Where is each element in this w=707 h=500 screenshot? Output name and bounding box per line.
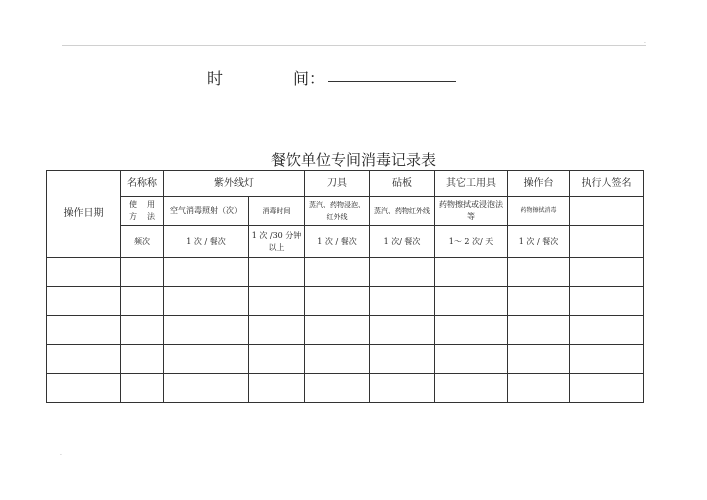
table-cell[interactable]: [121, 287, 164, 316]
blank-entry-rows: [47, 258, 644, 403]
knife-header: 刀具: [305, 171, 370, 197]
table-cell[interactable]: [164, 374, 249, 403]
table-cell[interactable]: [570, 287, 644, 316]
table-cell[interactable]: [47, 374, 121, 403]
table-cell[interactable]: [508, 345, 570, 374]
method-label-cell: 使 用 方 法: [121, 197, 164, 226]
uv-air-freq: 1 次 / 餐次: [164, 226, 249, 258]
table-row: [47, 287, 644, 316]
tools-header: 其它工用具: [435, 171, 508, 197]
table-cell[interactable]: [121, 345, 164, 374]
time-field-label: [207, 66, 326, 89]
table-cell[interactable]: [508, 316, 570, 345]
table-cell[interactable]: [370, 316, 435, 345]
table-cell[interactable]: [164, 258, 249, 287]
board-method: 蒸汽、药物红外线: [370, 197, 435, 226]
table-cell[interactable]: [47, 258, 121, 287]
signer-method-blank[interactable]: [570, 197, 644, 226]
table-cell[interactable]: [164, 316, 249, 345]
table-cell[interactable]: [370, 287, 435, 316]
table-cell[interactable]: [508, 258, 570, 287]
counter-method: 药物擦拭消毒: [508, 197, 570, 226]
table-cell[interactable]: [249, 345, 305, 374]
table-cell[interactable]: [47, 287, 121, 316]
table-cell[interactable]: [435, 258, 508, 287]
name-label-cell: 名称称: [121, 171, 164, 197]
time-label-char: 时: [207, 69, 224, 88]
uv-air-method: 空气消毒照射（次）: [164, 197, 249, 226]
table-cell[interactable]: [370, 258, 435, 287]
table-cell[interactable]: [570, 316, 644, 345]
corner-mark-bottom: .: [60, 450, 62, 457]
table-row: [47, 374, 644, 403]
table-row: [47, 316, 644, 345]
table-cell[interactable]: [435, 374, 508, 403]
document-title: 餐饮单位专间消毒记录表: [270, 151, 436, 169]
knife-freq: 1 次 / 餐次: [305, 226, 370, 258]
table-cell[interactable]: [570, 374, 644, 403]
uv-time-freq: 1 次 /30 分钟以上: [249, 226, 305, 258]
top-divider: [62, 45, 646, 46]
table-cell[interactable]: [249, 316, 305, 345]
table-cell[interactable]: [370, 374, 435, 403]
knife-method: 蒸汽、药物浸泡、红外线: [305, 197, 370, 226]
table-cell[interactable]: [435, 287, 508, 316]
uv-time-method: 消毒时间: [249, 197, 305, 226]
table-cell[interactable]: [305, 374, 370, 403]
freq-label-cell: 频次: [121, 226, 164, 258]
table-cell[interactable]: [435, 316, 508, 345]
tools-method: 药物擦拭或浸泡法等: [435, 197, 508, 226]
table-cell[interactable]: [249, 374, 305, 403]
disinfection-log-table: [46, 170, 644, 403]
operation-date-header: 操作日期: [47, 171, 121, 258]
table-cell[interactable]: [47, 316, 121, 345]
table-cell[interactable]: [508, 287, 570, 316]
signer-freq-blank[interactable]: [570, 226, 644, 258]
table-cell[interactable]: [249, 287, 305, 316]
counter-freq: 1 次 / 餐次: [508, 226, 570, 258]
table-cell[interactable]: [435, 345, 508, 374]
table-cell[interactable]: [249, 258, 305, 287]
board-freq: 1 次/ 餐次: [370, 226, 435, 258]
table-cell[interactable]: [47, 345, 121, 374]
table-cell[interactable]: [305, 345, 370, 374]
table-cell[interactable]: [305, 316, 370, 345]
table-cell[interactable]: [570, 258, 644, 287]
tools-freq: 1～ 2 次/ 天: [435, 226, 508, 258]
uv-lamp-header: 紫外线灯: [164, 171, 305, 197]
table-cell[interactable]: [164, 287, 249, 316]
table-cell[interactable]: [121, 374, 164, 403]
table-cell[interactable]: [121, 316, 164, 345]
table-cell[interactable]: [305, 258, 370, 287]
table-cell[interactable]: [370, 345, 435, 374]
table-row: [47, 258, 644, 287]
table-cell[interactable]: [305, 287, 370, 316]
signer-header: 执行人签名: [570, 171, 644, 197]
corner-mark-top: .: [644, 38, 646, 45]
counter-header: 操作台: [508, 171, 570, 197]
board-header: 砧板: [370, 171, 435, 197]
table-row: [47, 345, 644, 374]
time-field-blank[interactable]: [328, 81, 456, 82]
time-label-colon: 间：: [293, 69, 326, 88]
table-cell[interactable]: [570, 345, 644, 374]
table-cell[interactable]: [121, 258, 164, 287]
table-cell[interactable]: [164, 345, 249, 374]
table-cell[interactable]: [508, 374, 570, 403]
